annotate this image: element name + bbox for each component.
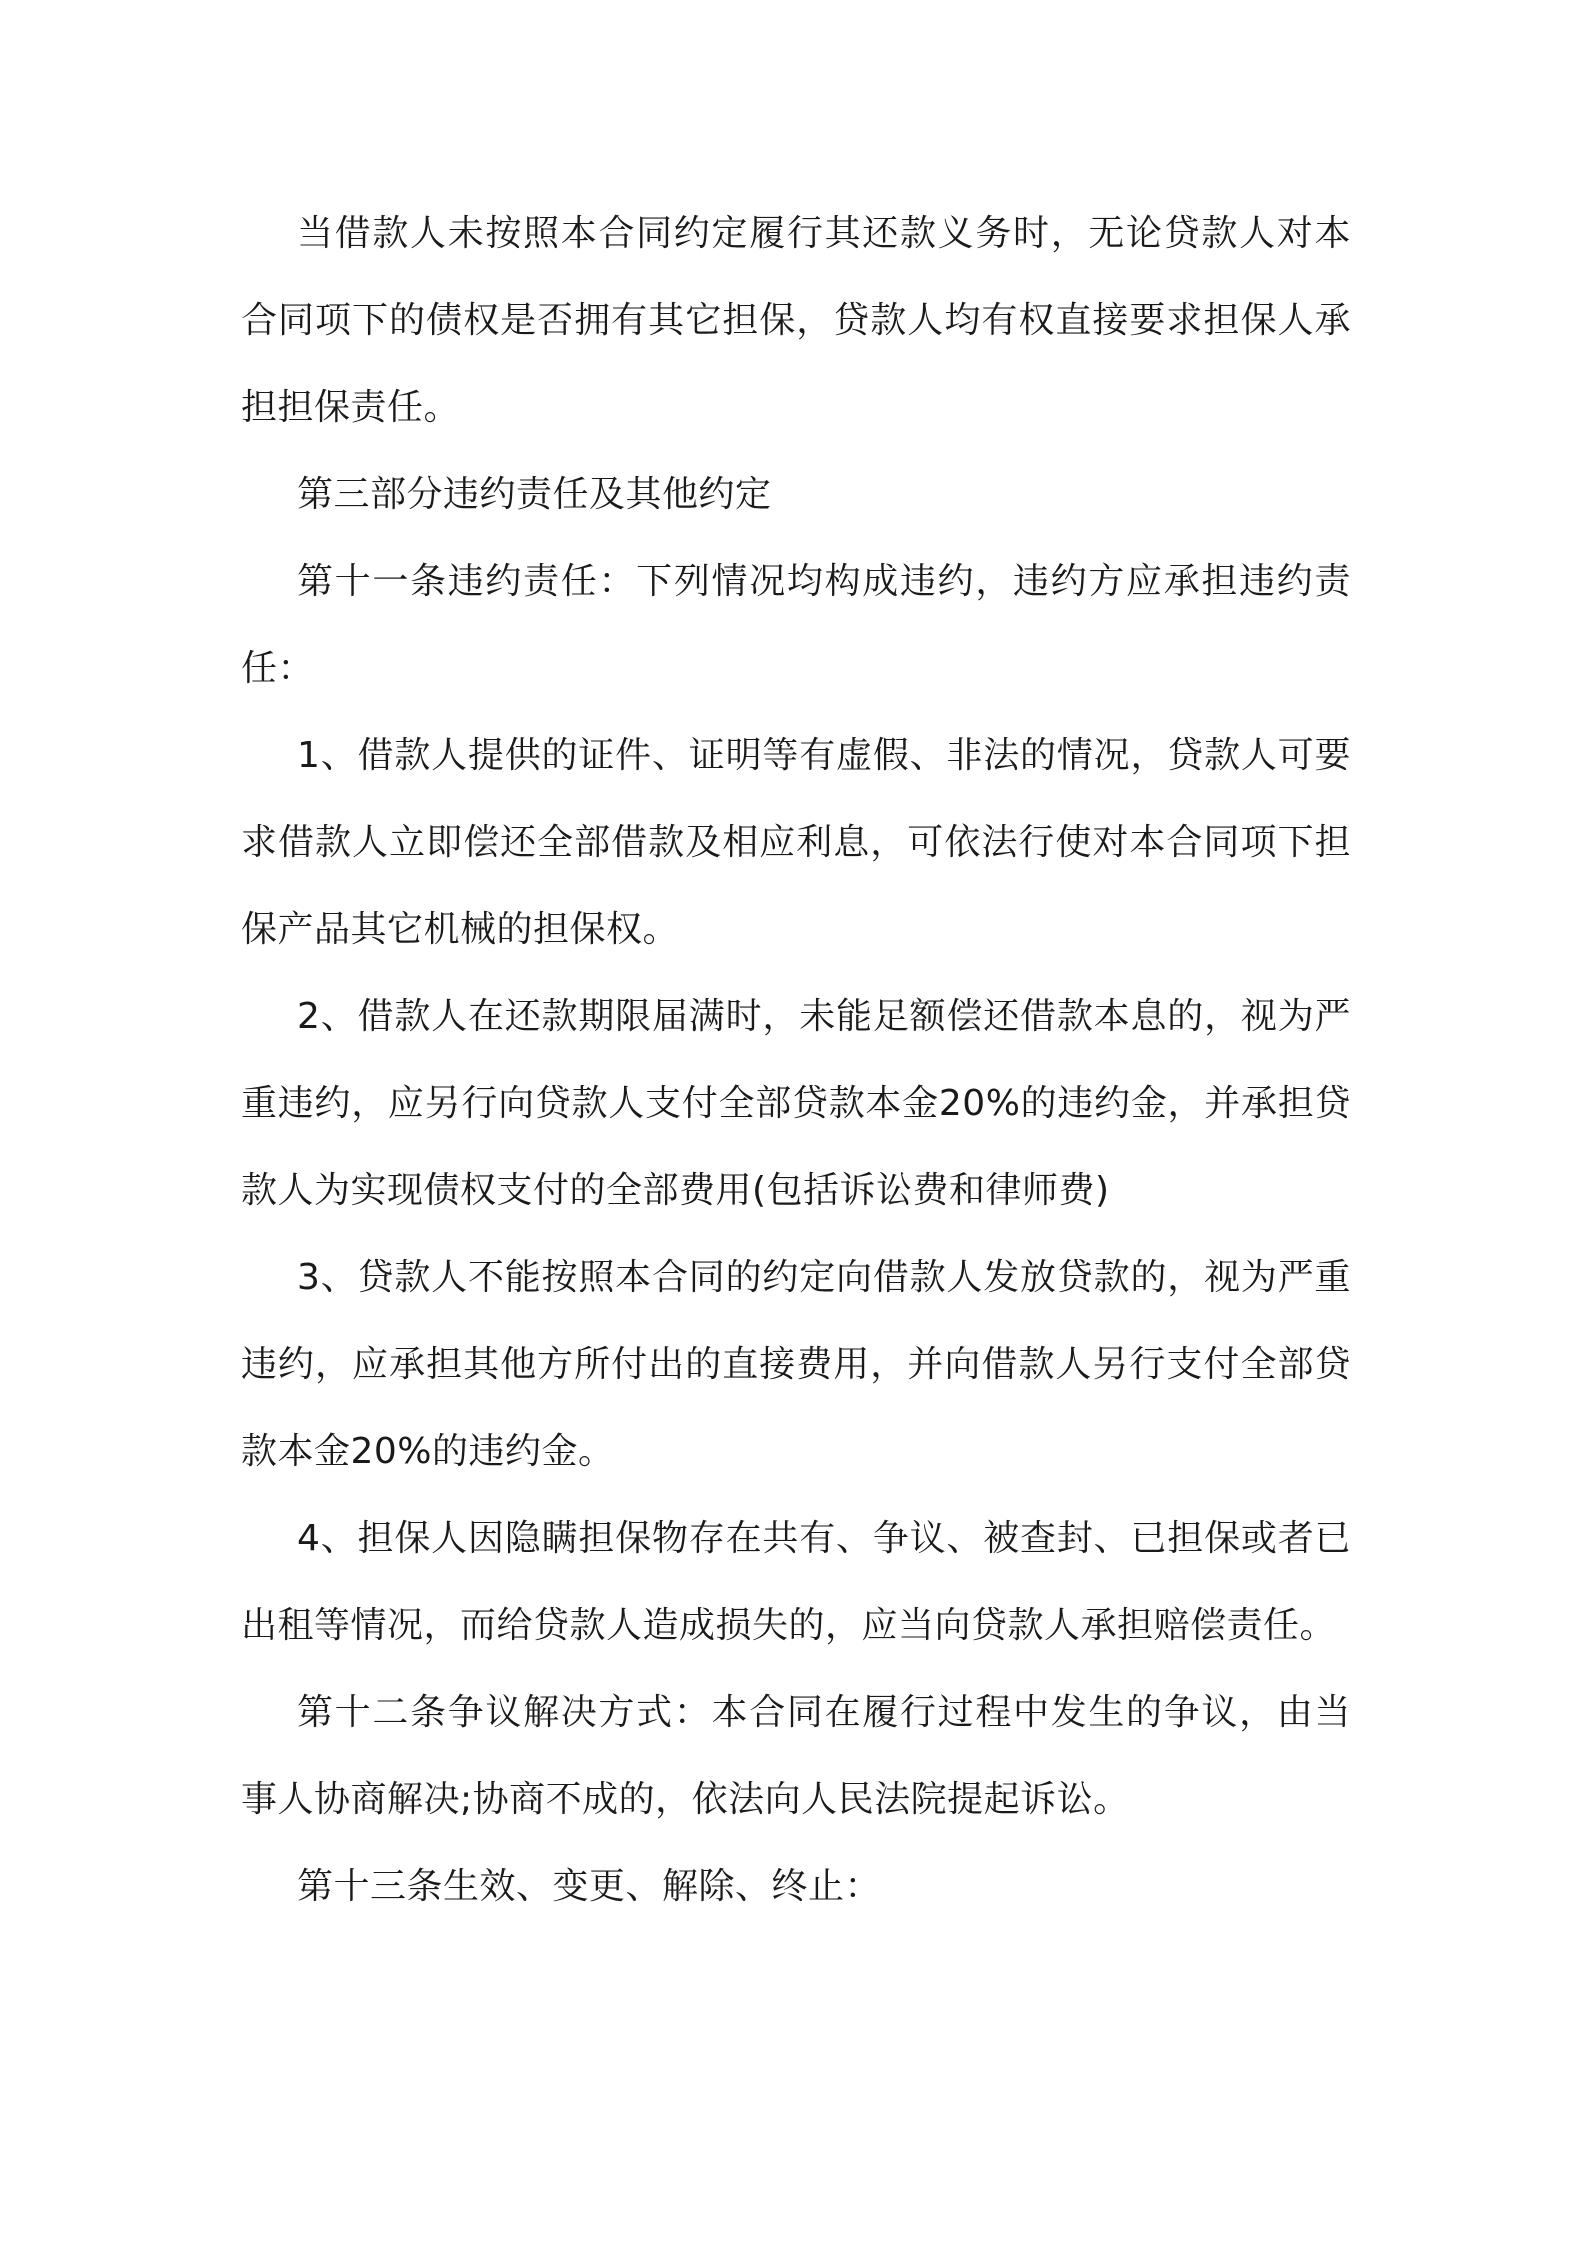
article-13-heading: 第十三条生效、变更、解除、终止： [297, 1866, 882, 1907]
document-body [241, 190, 1351, 1930]
article-12-dispute-resolution: 第十二条争议解决方式：本合同在履行过程中发生的争议，由当事人协商解决;协商不成的，依法向人民法院提起诉讼。 [241, 1692, 1351, 1820]
article-11-heading: 第十一条违约责任：下列情况均构成违约，违约方应承担违约责任： [241, 561, 1351, 689]
clause-3: 3、贷款人不能按照本合同的约定向借款人发放贷款的，视为严重违约，应承担其他方所付出的直接费用，并向借款人另行支付全部贷款本金20%的违约金。 [241, 1257, 1351, 1472]
clause-4: 4、担保人因隐瞒担保物存在共有、争议、被查封、已担保或者已出租等情况，而给贷款人造成损失的，应当向贷款人承担赔偿责任。 [241, 1518, 1351, 1646]
paragraph-guarantee-liability: 当借款人未按照本合同约定履行其还款义务时，无论贷款人对本合同项下的债权是否拥有其它担保，贷款人均有权直接要求担保人承担担保责任。 [241, 213, 1351, 428]
clause-1: 1、借款人提供的证件、证明等有虚假、非法的情况，贷款人可要求借款人立即偿还全部借款及相应利息，可依法行使对本合同项下担保产品其它机械的担保权。 [241, 735, 1351, 950]
section-heading-part-three: 第三部分违约责任及其他约定 [297, 474, 772, 515]
clause-2: 2、借款人在还款期限届满时，未能足额偿还借款本息的，视为严重违约，应另行向贷款人支付全部贷款本金20%的违约金，并承担贷款人为实现债权支付的全部费用(包括诉讼费和律师费) [241, 996, 1351, 1211]
